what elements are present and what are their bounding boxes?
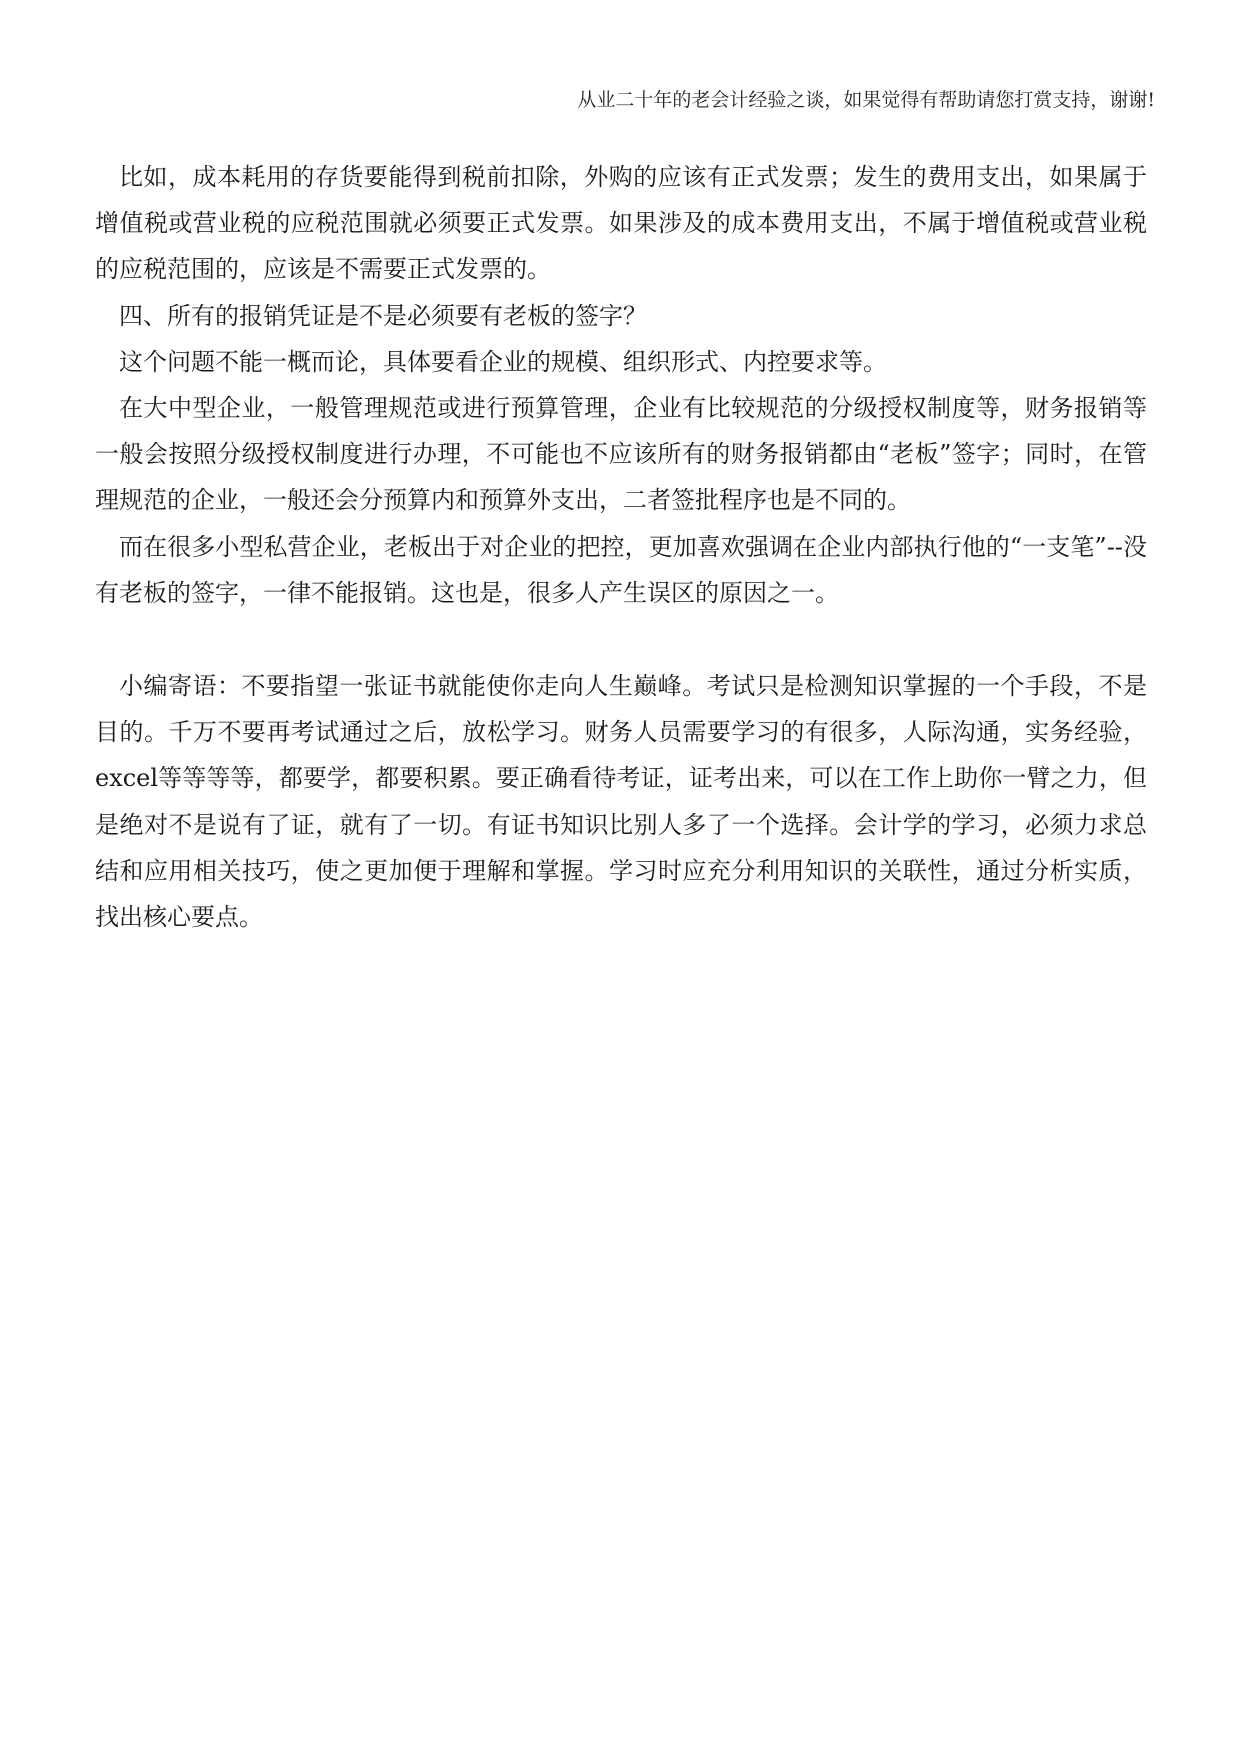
paragraph-depends: 这个问题不能一概而论，具体要看企业的规模、组织形式、内控要求等。 — [119, 347, 887, 376]
body-text — [95, 154, 1147, 940]
editor-note: 小编寄语：不要指望一张证书就能使你走向人生巅峰。考试只是检测知识掌握的一个手段，不是目的。千万不要再考试通过之后，放松学习。财务人员需要学习的有很多，人际沟通，实务经验，excel等等等等，都要学，都要积累。要正确看待考证，证考出来，可以在工作上助你一臂之力，但是绝对不是说有了证，就有了一切。有证书知识比别人多了一个选择。会计学的学习，必须力求总结和应用相关技巧，使之更加便于理解和掌握。学习时应充分利用知识的关联性，通过分析实质，找出核心要点。 — [95, 672, 1147, 932]
paragraph-invoice: 比如，成本耗用的存货要能得到税前扣除，外购的应该有正式发票；发生的费用支出，如果属于增值税或营业税的应税范围就必须要正式发票。如果涉及的成本费用支出，不属于增值税或营业税的应税范围的，应该是不需要正式发票的。 — [95, 163, 1147, 284]
paragraph-small-enterprise: 而在很多小型私营企业，老板出于对企业的把控，更加喜欢强调在企业内部执行他的“一支笔”--没有老板的签字，一律不能报销。这也是，很多人产生误区的原因之一。 — [95, 532, 1147, 607]
paragraph-spacer — [95, 616, 1147, 663]
header-note: 从业二十年的老会计经验之谈，如果觉得有帮助请您打赏支持，谢谢! — [577, 89, 1155, 111]
section-heading-four: 四、所有的报销凭证是不是必须要有老板的签字？ — [119, 301, 647, 330]
paragraph-large-enterprise: 在大中型企业，一般管理规范或进行预算管理，企业有比较规范的分级授权制度等，财务报销等一般会按照分级授权制度进行办理，不可能也不应该所有的财务报销都由“老板”签字；同时，在管理规范的企业，一般还会分预算内和预算外支出，二者签批程序也是不同的。 — [95, 394, 1147, 515]
